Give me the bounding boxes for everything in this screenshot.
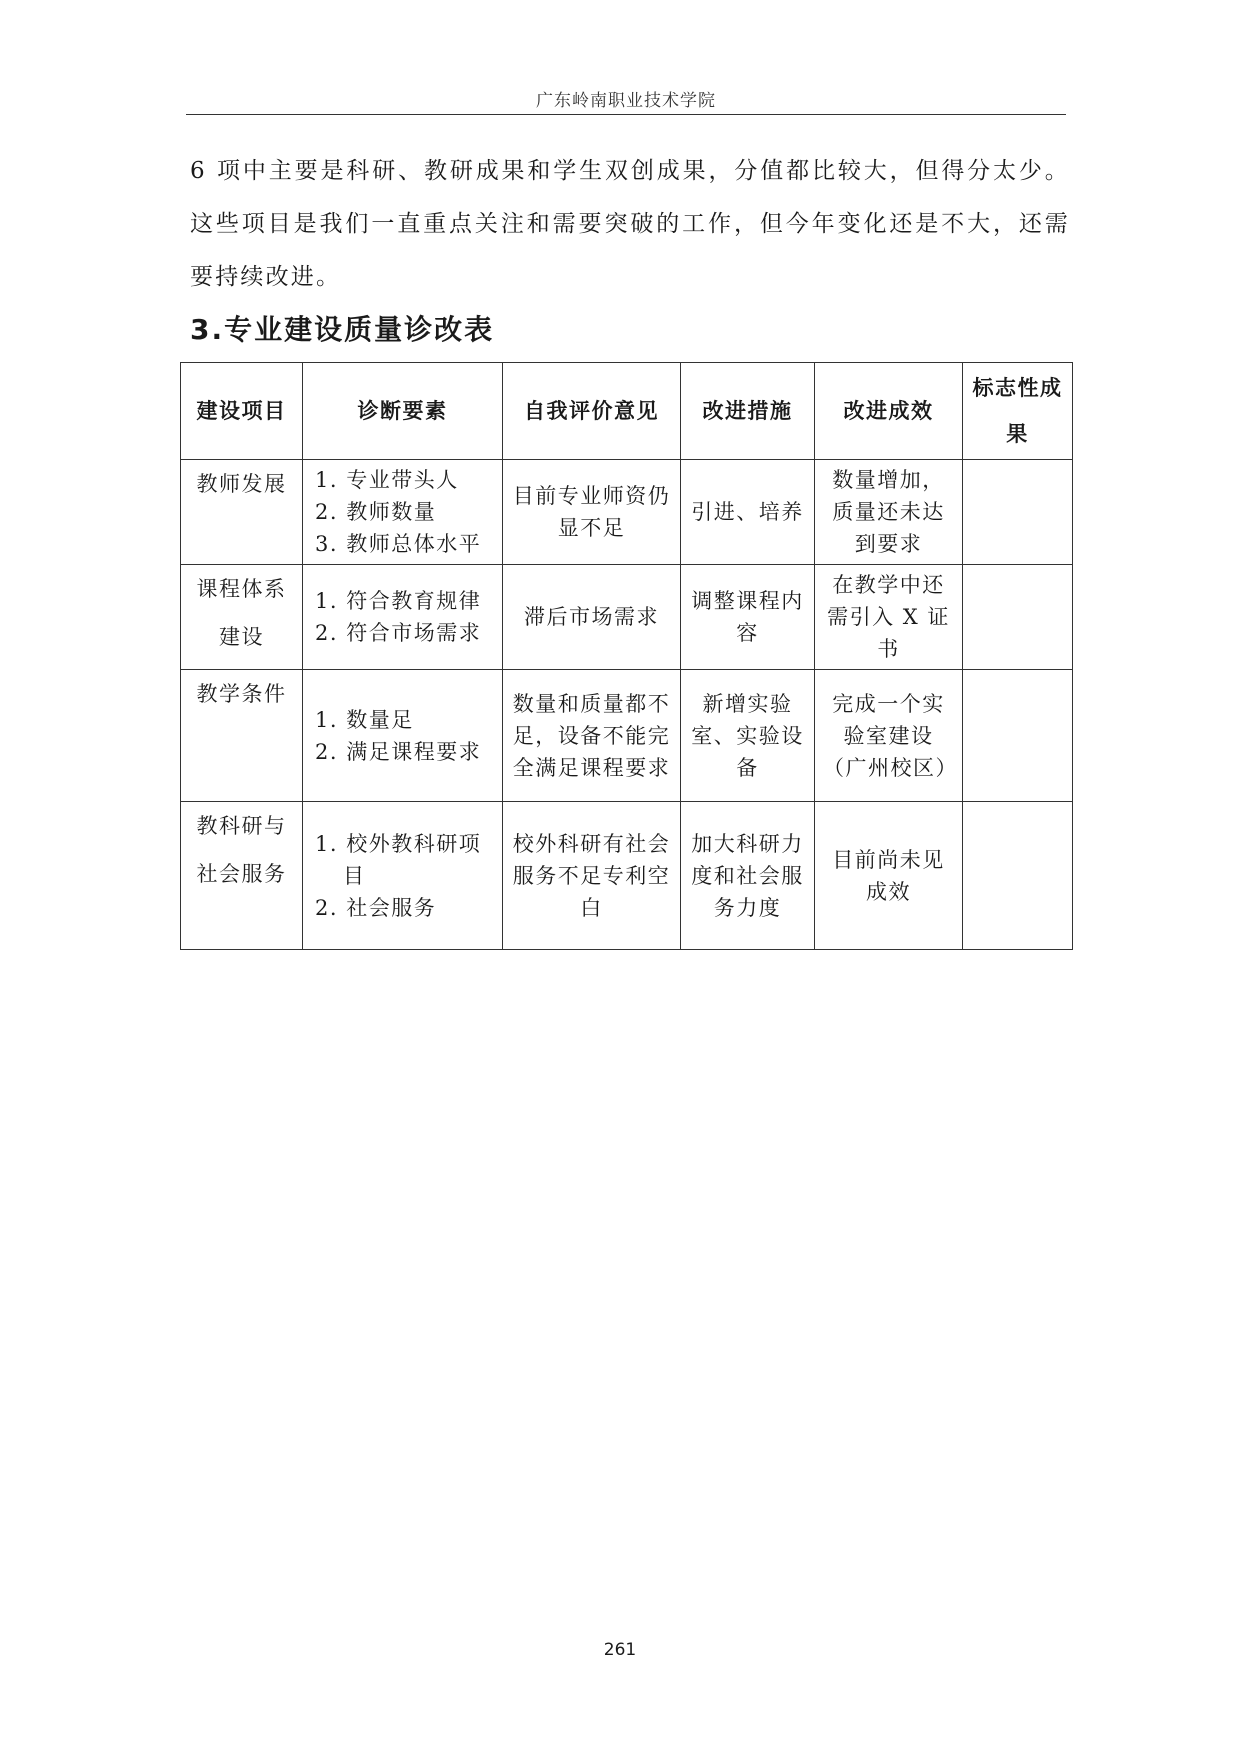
element-item: 3. 教师总体水平 (315, 532, 482, 556)
cell-self-eval: 数量和质量都不足，设备不能完全满足课程要求 (503, 670, 681, 802)
header-self-eval: 自我评价意见 (503, 363, 681, 460)
cell-elements (303, 565, 503, 670)
element-item: 1. 专业带头人 (315, 468, 459, 492)
header-results: 改进成效 (815, 363, 963, 460)
cell-measures: 新增实验室、实验设备 (681, 670, 815, 802)
table-row (181, 565, 1073, 670)
cell-project: 教科研与社会服务 (181, 802, 303, 950)
header-divider (186, 114, 1066, 115)
element-item: 1. 校外教科研项目 (315, 831, 482, 888)
table-row (181, 670, 1073, 802)
page-number: 261 (603, 1640, 637, 1660)
cell-results: 目前尚未见成效 (815, 802, 963, 950)
table-row (181, 802, 1073, 950)
page-header: 广东岭南职业技术学院 (536, 91, 716, 111)
cell-project: 教师发展 (181, 460, 303, 565)
header-measures: 改进措施 (681, 363, 815, 460)
cell-self-eval: 目前专业师资仍显不足 (503, 460, 681, 565)
cell-self-eval: 校外科研有社会服务不足专利空白 (503, 802, 681, 950)
diagnosis-table (180, 362, 1073, 950)
cell-elements (303, 670, 503, 802)
cell-measures: 调整课程内容 (681, 565, 815, 670)
cell-results: 完成一个实验室建设（广州校区） (815, 670, 963, 802)
section-title: 3.专业建设质量诊改表 (190, 313, 495, 346)
cell-project: 教学条件 (181, 670, 303, 802)
element-item: 1. 数量足 (315, 707, 414, 732)
cell-landmark (963, 670, 1073, 802)
cell-measures: 引进、培养 (681, 460, 815, 565)
cell-results: 在教学中还需引入 X 证书 (815, 565, 963, 670)
table-row (181, 460, 1073, 565)
element-item: 2. 满足课程要求 (315, 739, 482, 764)
header-landmark: 标志性成果 (963, 363, 1073, 460)
cell-self-eval: 滞后市场需求 (503, 565, 681, 670)
body-paragraph: 6 项中主要是科研、教研成果和学生双创成果，分值都比较大，但得分太少。这些项目是我们一直重点关注和需要突破的工作，但今年变化还是不大，还需要持续改进。 (190, 158, 1070, 290)
header-project: 建设项目 (181, 363, 303, 460)
table-header-row (181, 363, 1073, 460)
element-item: 2. 社会服务 (315, 895, 437, 920)
element-item: 2. 符合市场需求 (315, 621, 482, 645)
header-elements: 诊断要素 (303, 363, 503, 460)
cell-elements (303, 460, 503, 565)
cell-landmark (963, 565, 1073, 670)
cell-landmark (963, 460, 1073, 565)
element-item: 1. 符合教育规律 (315, 589, 482, 613)
cell-elements (303, 802, 503, 950)
cell-project: 课程体系建设 (181, 565, 303, 670)
cell-measures: 加大科研力度和社会服务力度 (681, 802, 815, 950)
element-item: 2. 教师数量 (315, 500, 437, 524)
cell-landmark (963, 802, 1073, 950)
cell-results: 数量增加，质量还未达到要求 (815, 460, 963, 565)
